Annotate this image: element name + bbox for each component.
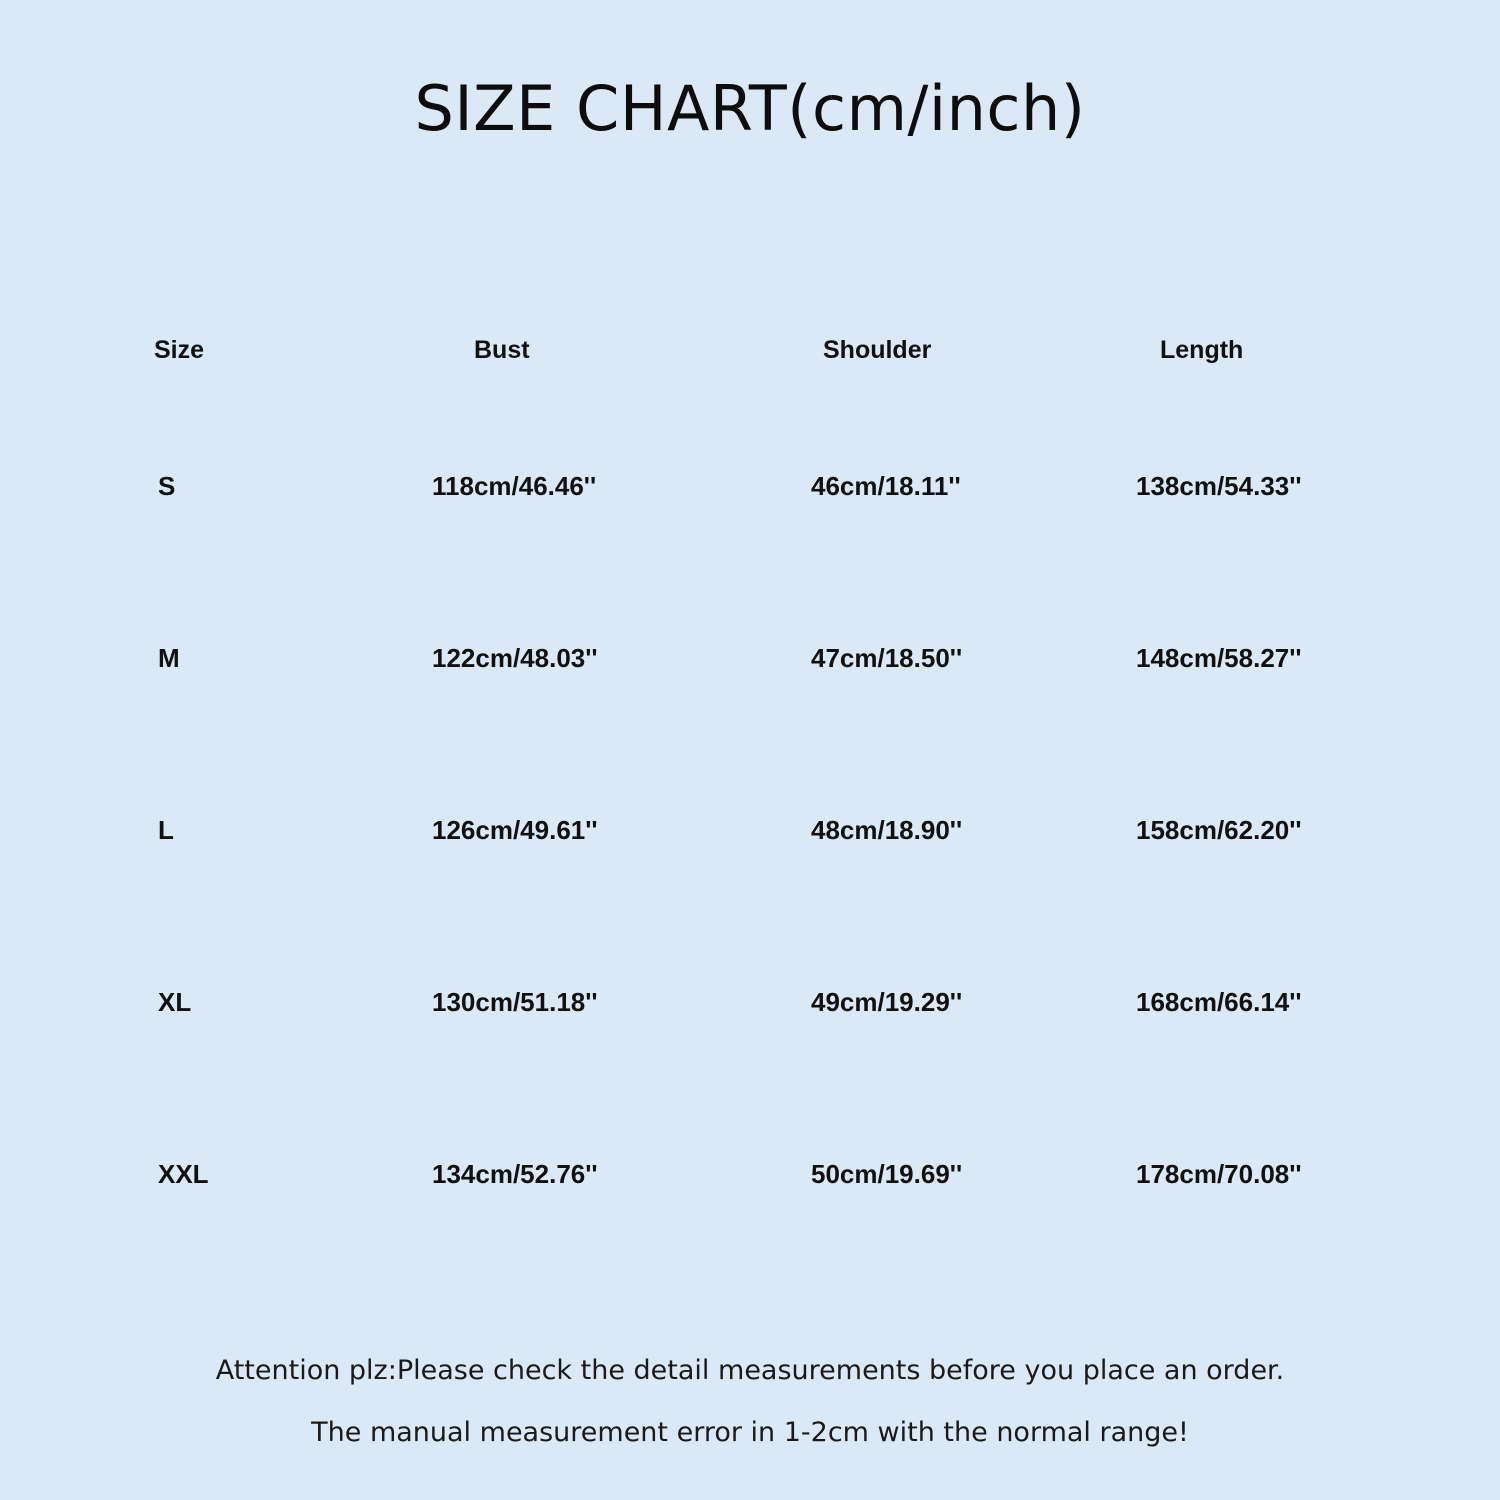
table-row bbox=[110, 744, 1410, 916]
cell-size: M bbox=[158, 642, 180, 673]
cell-size: XL bbox=[158, 986, 192, 1017]
cell-length: 178cm/70.08'' bbox=[1136, 1158, 1302, 1189]
size-chart-table bbox=[110, 300, 1410, 1260]
cell-bust: 126cm/49.61'' bbox=[432, 814, 598, 845]
note-line-2: The manual measurement error in 1-2cm with the normal range! bbox=[311, 1417, 1189, 1448]
cell-shoulder: 50cm/19.69'' bbox=[811, 1158, 963, 1189]
table-row bbox=[110, 572, 1410, 744]
column-header-size: Size bbox=[154, 335, 205, 364]
table-row bbox=[110, 400, 1410, 572]
cell-size: S bbox=[158, 470, 176, 501]
table-row bbox=[110, 916, 1410, 1088]
table-row bbox=[110, 1088, 1410, 1260]
cell-bust: 122cm/48.03'' bbox=[432, 642, 598, 673]
column-header-bust: Bust bbox=[474, 335, 530, 364]
cell-size: XXL bbox=[158, 1158, 209, 1189]
table-header-row bbox=[110, 300, 1410, 400]
cell-bust: 130cm/51.18'' bbox=[432, 986, 598, 1017]
cell-shoulder: 48cm/18.90'' bbox=[811, 814, 963, 845]
column-header-length: Length bbox=[1160, 335, 1244, 364]
footer-notes bbox=[0, 1340, 1500, 1464]
cell-shoulder: 47cm/18.50'' bbox=[811, 642, 963, 673]
cell-size: L bbox=[158, 814, 174, 845]
cell-length: 148cm/58.27'' bbox=[1136, 642, 1302, 673]
page-title: SIZE CHART(cm/inch) bbox=[414, 72, 1086, 145]
cell-bust: 134cm/52.76'' bbox=[432, 1158, 598, 1189]
cell-length: 168cm/66.14'' bbox=[1136, 986, 1302, 1017]
cell-length: 158cm/62.20'' bbox=[1136, 814, 1302, 845]
cell-length: 138cm/54.33'' bbox=[1136, 470, 1302, 501]
cell-shoulder: 49cm/19.29'' bbox=[811, 986, 963, 1017]
column-header-shoulder: Shoulder bbox=[823, 335, 932, 364]
cell-shoulder: 46cm/18.11'' bbox=[811, 470, 961, 501]
cell-bust: 118cm/46.46'' bbox=[432, 470, 597, 501]
note-line-1: Attention plz:Please check the detail measurements before you place an order. bbox=[215, 1355, 1285, 1386]
